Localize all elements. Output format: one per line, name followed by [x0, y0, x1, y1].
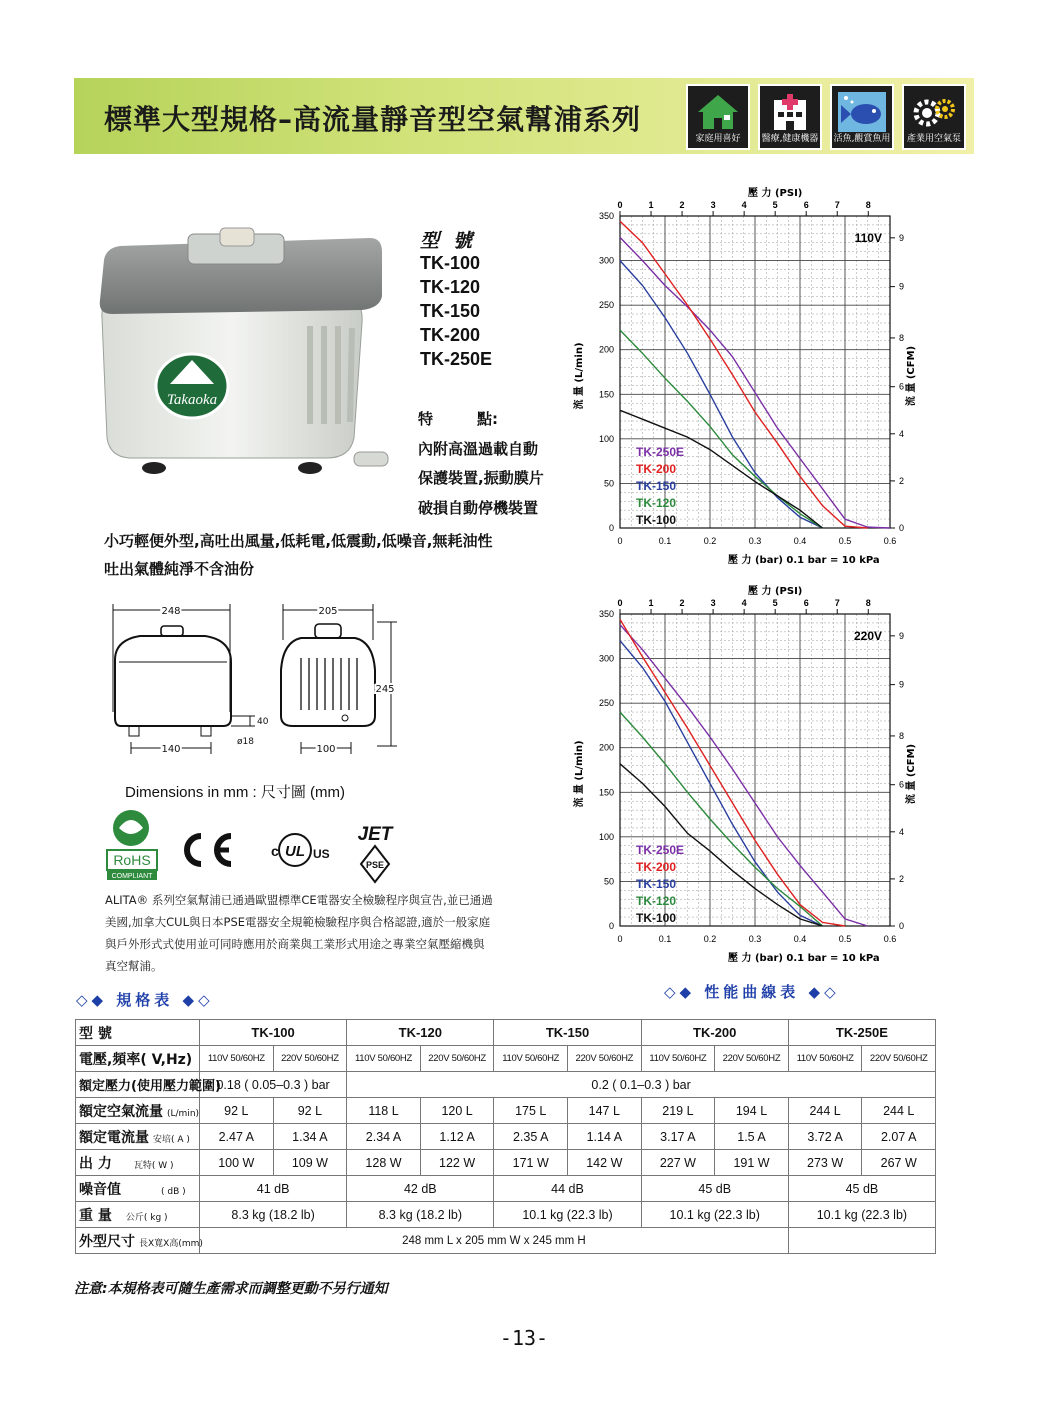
- fish-icon: [838, 92, 886, 132]
- house-icon: [694, 92, 742, 132]
- cul-us-logo: [271, 834, 330, 866]
- current-cell: 2.35 A: [494, 1124, 568, 1150]
- weight-cell: 10.1 kg (22.3 lb): [788, 1202, 935, 1228]
- size-row-header: 外型尺寸 長X寬X高(mm): [76, 1228, 200, 1254]
- voltage-row-header: 電壓,頻率( V,Hz): [76, 1046, 200, 1072]
- pressure-cell: 0.18 ( 0.05–0.3 ) bar: [200, 1072, 347, 1098]
- model-row-header: 型 號: [76, 1020, 200, 1046]
- weight-cell: 10.1 kg (22.3 lb): [641, 1202, 788, 1228]
- model-col-header: TK-120: [347, 1020, 494, 1046]
- power-cell: 191 W: [715, 1150, 789, 1176]
- y-tick-label: 300: [598, 653, 614, 664]
- table-row: [76, 1072, 936, 1098]
- cert-text-line: 真空幫浦。: [105, 959, 163, 973]
- x2-tick-label: 1: [648, 200, 654, 210]
- chart-title: 220V: [853, 629, 882, 643]
- current-cell: 2.47 A: [200, 1124, 274, 1150]
- y-tick-label: 250: [598, 300, 614, 311]
- y2-tick-label: 8: [899, 332, 905, 343]
- noise-cell: 44 dB: [494, 1176, 641, 1202]
- footnote: 注意:本規格表可隨生產需求而調整更動不另行通知: [74, 1281, 388, 1297]
- volt-cell: 110V 50/60HZ: [347, 1046, 421, 1072]
- x-tick-label: 0.6: [883, 536, 897, 546]
- svg-text:JET: JET: [357, 824, 393, 845]
- performance-chart-220v: [568, 584, 920, 964]
- x-tick-label: 0.3: [748, 536, 762, 546]
- model-list: [420, 251, 492, 371]
- volt-cell: 110V 50/60HZ: [200, 1046, 274, 1072]
- flow-cell: 194 L: [715, 1098, 789, 1124]
- x-tick-label: 0.4: [793, 536, 807, 546]
- size-cell: 248 mm L x 205 mm W x 245 mm H: [200, 1228, 789, 1254]
- dimension-drawing: [105, 600, 405, 770]
- volt-cell: 220V 50/60HZ: [862, 1046, 936, 1072]
- x2-tick-label: 0: [617, 200, 623, 210]
- volt-cell: 220V 50/60HZ: [568, 1046, 642, 1072]
- power-cell: 100 W: [200, 1150, 274, 1176]
- chart-title: 110V: [854, 231, 882, 245]
- table-row: [76, 1150, 936, 1176]
- air-pump-illustration: [92, 228, 404, 480]
- y-tick-label: 150: [598, 787, 614, 798]
- model-item: TK-150: [420, 301, 481, 321]
- flow-cell: 175 L: [494, 1098, 568, 1124]
- table-row: [76, 1176, 936, 1202]
- dim-pipe: ø18: [237, 737, 254, 747]
- y-tick-label: 200: [598, 344, 614, 355]
- feature-line: 內附高溫過載自動: [418, 440, 539, 458]
- y-axis-label: 流 量 (L/min): [574, 740, 585, 808]
- spec-section-heading: ◇◆ 規格表 ◆◇: [76, 991, 214, 1009]
- x-tick-label: 0.5: [838, 934, 852, 944]
- y2-tick-label: 9: [899, 679, 905, 690]
- x2-tick-label: 3: [710, 200, 716, 210]
- dim-depth: 205: [318, 606, 338, 617]
- x2-tick-label: 3: [710, 598, 716, 608]
- current-cell: 1.34 A: [273, 1124, 347, 1150]
- x-tick-label: 0.5: [838, 536, 852, 546]
- tile-label: 活魚,觀賞魚用: [833, 134, 891, 144]
- x2-tick-label: 4: [741, 598, 747, 608]
- legend-entry: TK-120: [636, 894, 677, 908]
- current-cell: 3.72 A: [788, 1124, 862, 1150]
- page-number: -13-: [499, 1326, 549, 1350]
- current-cell: 1.12 A: [420, 1124, 494, 1150]
- y2-tick-label: 8: [899, 730, 905, 741]
- power-cell: 227 W: [641, 1150, 715, 1176]
- tile-label: 家庭用喜好: [695, 134, 741, 144]
- x-tick-label: 0.1: [658, 934, 672, 944]
- power-cell: 171 W: [494, 1150, 568, 1176]
- volt-cell: 220V 50/60HZ: [420, 1046, 494, 1072]
- model-item: TK-120: [420, 277, 481, 297]
- y-tick-label: 0: [608, 523, 614, 533]
- x2-tick-label: 2: [679, 598, 685, 608]
- y2-axis-label: 流 量 (CFM): [906, 743, 917, 805]
- header-banner: [74, 78, 974, 154]
- dimensions-caption: Dimensions in mm : 尺寸圖 (mm): [125, 784, 346, 801]
- x-tick-label: 0: [617, 934, 623, 944]
- power-cell: 267 W: [862, 1150, 936, 1176]
- y-tick-label: 100: [598, 433, 614, 444]
- performance-chart-110v: [568, 186, 920, 566]
- power-row-header: 出 力 瓦特( W ): [76, 1150, 200, 1176]
- legend-entry: TK-100: [636, 513, 677, 527]
- noise-row-header: 噪音值 ( dB ): [76, 1176, 200, 1202]
- current-cell: 3.17 A: [641, 1124, 715, 1150]
- flow-row-header: 額定空氣流量 (L/min): [76, 1098, 200, 1124]
- jet-pse-logo: [358, 824, 394, 882]
- hospital-icon: [766, 92, 814, 132]
- features-heading: 特 點:: [418, 410, 499, 428]
- y2-tick-label: 0: [899, 921, 905, 931]
- x-tick-label: 0: [617, 536, 623, 546]
- dim-height: 245: [375, 684, 395, 695]
- y-tick-label: 0: [608, 921, 614, 931]
- model-col-header: TK-100: [200, 1020, 347, 1046]
- gear-icon: [910, 92, 958, 132]
- model-col-header: TK-250E: [788, 1020, 935, 1046]
- x2-tick-label: 5: [772, 200, 778, 210]
- x2-axis-label: 壓 力 (PSI): [748, 586, 803, 597]
- certification-logos: [105, 806, 415, 886]
- svg-text:COMPLIANT: COMPLIANT: [111, 873, 153, 880]
- fish-use-tile: [830, 84, 894, 150]
- legend-entry: TK-250E: [636, 843, 685, 857]
- legend-entry: TK-250E: [636, 445, 685, 459]
- dim-base2: 100: [316, 744, 336, 755]
- page-title: 標準大型規格–高流量靜音型空氣幫浦系列: [104, 103, 642, 136]
- weight-cell: 8.3 kg (18.2 lb): [200, 1202, 347, 1228]
- y-tick-label: 200: [598, 742, 614, 753]
- feature-line: 破損自動停機裝置: [418, 499, 539, 517]
- y-tick-label: 150: [598, 389, 614, 400]
- y2-tick-label: 2: [899, 475, 905, 486]
- table-row: [76, 1098, 936, 1124]
- current-cell: 2.34 A: [347, 1124, 421, 1150]
- x-axis-label: 壓 力 (bar) 0.1 bar = 10 kPa: [728, 555, 880, 566]
- y2-tick-label: 9: [899, 630, 905, 641]
- x-tick-label: 0.2: [703, 934, 717, 944]
- table-row: [76, 1046, 936, 1072]
- x-tick-label: 0.1: [658, 536, 672, 546]
- empty-cell: [788, 1228, 935, 1254]
- cert-text-line: 與戶外形式式使用並可同時應用於商業與工業形式用途之專業空氣壓縮機與: [105, 937, 485, 951]
- volt-cell: 110V 50/60HZ: [641, 1046, 715, 1072]
- flow-cell: 147 L: [568, 1098, 642, 1124]
- tile-label: 醫療,健康機器: [761, 134, 819, 144]
- feature-line: 保護裝置,振動膜片: [418, 469, 544, 487]
- ce-mark: [187, 836, 231, 864]
- y2-tick-label: 4: [899, 428, 905, 439]
- current-cell: 1.5 A: [715, 1124, 789, 1150]
- table-row: [76, 1020, 936, 1046]
- y-axis-label: 流 量 (L/min): [574, 342, 585, 410]
- x2-tick-label: 6: [803, 200, 809, 210]
- model-col-header: TK-150: [494, 1020, 641, 1046]
- rohs-logo: [107, 810, 157, 880]
- table-row: [76, 1228, 936, 1254]
- y2-tick-label: 2: [899, 873, 905, 884]
- noise-cell: 42 dB: [347, 1176, 494, 1202]
- x2-tick-label: 8: [865, 200, 871, 210]
- legend-entry: TK-150: [636, 877, 677, 891]
- home-use-tile: [686, 84, 750, 150]
- svg-text:PSE: PSE: [365, 860, 385, 870]
- weight-cell: 8.3 kg (18.2 lb): [347, 1202, 494, 1228]
- legend-entry: TK-200: [636, 860, 677, 874]
- flow-cell: 92 L: [200, 1098, 274, 1124]
- y-tick-label: 50: [603, 478, 614, 489]
- power-cell: 128 W: [347, 1150, 421, 1176]
- y-tick-label: 350: [598, 211, 614, 221]
- volt-cell: 110V 50/60HZ: [788, 1046, 862, 1072]
- product-logo: Takaoka: [166, 392, 218, 408]
- x2-tick-label: 8: [865, 598, 871, 608]
- x-axis-label: 壓 力 (bar) 0.1 bar = 10 kPa: [728, 953, 880, 964]
- dim-base: 140: [161, 744, 181, 755]
- intro-line: 吐出氣體純淨不含油份: [104, 560, 255, 578]
- x2-tick-label: 5: [772, 598, 778, 608]
- x-tick-label: 0.6: [883, 934, 897, 944]
- perf-section-heading: ◇◆ 性能曲線表 ◆◇: [664, 983, 840, 1001]
- x-tick-label: 0.2: [703, 536, 717, 546]
- power-cell: 273 W: [788, 1150, 862, 1176]
- y-tick-label: 50: [603, 876, 614, 887]
- intro-line: 小巧輕便外型,高吐出風量,低耗電,低震動,低噪音,無耗油性: [104, 532, 493, 550]
- cert-text-line: ALITA® 系列空氣幫浦已通過歐盟標準CE電器安全檢驗程序與宣告,並已通過: [105, 893, 493, 907]
- y-tick-label: 300: [598, 255, 614, 266]
- y2-tick-label: 6: [899, 779, 905, 790]
- x-tick-label: 0.4: [793, 934, 807, 944]
- flow-cell: 244 L: [862, 1098, 936, 1124]
- svg-text:US: US: [313, 847, 330, 861]
- y2-tick-label: 0: [899, 523, 905, 533]
- x2-tick-label: 7: [834, 200, 840, 210]
- y2-tick-label: 9: [899, 232, 905, 243]
- power-cell: 122 W: [420, 1150, 494, 1176]
- y2-tick-label: 6: [899, 381, 905, 392]
- table-row: [76, 1124, 936, 1150]
- flow-cell: 244 L: [788, 1098, 862, 1124]
- model-item: TK-100: [420, 253, 481, 273]
- x2-axis-label: 壓 力 (PSI): [748, 188, 803, 199]
- y-tick-label: 250: [598, 698, 614, 709]
- noise-cell: 41 dB: [200, 1176, 347, 1202]
- y-tick-label: 100: [598, 831, 614, 842]
- flow-cell: 92 L: [273, 1098, 347, 1124]
- legend-entry: TK-120: [636, 496, 677, 510]
- y2-tick-label: 4: [899, 826, 905, 837]
- tile-label: 產業用空氣泵: [906, 134, 961, 144]
- x2-tick-label: 1: [648, 598, 654, 608]
- x-tick-label: 0.3: [748, 934, 762, 944]
- svg-text:UL: UL: [285, 843, 305, 860]
- legend-entry: TK-150: [636, 479, 677, 493]
- weight-row-header: 重 量 公斤( kg ): [76, 1202, 200, 1228]
- noise-cell: 45 dB: [641, 1176, 788, 1202]
- pressure-row-header: 額定壓力(使用壓力範圍): [76, 1072, 200, 1098]
- current-cell: 2.07 A: [862, 1124, 936, 1150]
- current-cell: 1.14 A: [568, 1124, 642, 1150]
- svg-text:RoHS: RoHS: [113, 852, 151, 868]
- volt-cell: 220V 50/60HZ: [273, 1046, 347, 1072]
- weight-cell: 10.1 kg (22.3 lb): [494, 1202, 641, 1228]
- y2-tick-label: 9: [899, 281, 905, 292]
- cert-text-line: 美國,加拿大CUL與日本PSE電器安全規範檢驗程序與合格認證,適於一般家庭: [105, 915, 491, 929]
- current-row-header: 額定電流量 安培( A ): [76, 1124, 200, 1150]
- y2-axis-label: 流 量 (CFM): [906, 345, 917, 407]
- medical-use-tile: [758, 84, 822, 150]
- dim-pipe-height: 40: [257, 717, 269, 727]
- dim-width: 248: [161, 606, 181, 617]
- spec-table: [75, 1019, 936, 1254]
- y-tick-label: 350: [598, 609, 614, 619]
- power-cell: 109 W: [273, 1150, 347, 1176]
- legend-entry: TK-100: [636, 911, 677, 925]
- legend-entry: TK-200: [636, 462, 677, 476]
- x2-tick-label: 2: [679, 200, 685, 210]
- x2-tick-label: 0: [617, 598, 623, 608]
- volt-cell: 110V 50/60HZ: [494, 1046, 568, 1072]
- table-row: [76, 1202, 936, 1228]
- flow-cell: 118 L: [347, 1098, 421, 1124]
- model-col-header: TK-200: [641, 1020, 788, 1046]
- x2-tick-label: 4: [741, 200, 747, 210]
- noise-cell: 45 dB: [788, 1176, 935, 1202]
- flow-cell: 120 L: [420, 1098, 494, 1124]
- pressure-cell: 0.2 ( 0.1–0.3 ) bar: [347, 1072, 936, 1098]
- svg-text:c: c: [271, 843, 279, 859]
- model-item: TK-200: [420, 325, 481, 345]
- industrial-use-tile: [902, 84, 966, 150]
- x2-tick-label: 6: [803, 598, 809, 608]
- volt-cell: 220V 50/60HZ: [715, 1046, 789, 1072]
- model-item: TK-250E: [420, 349, 493, 369]
- x2-tick-label: 7: [834, 598, 840, 608]
- power-cell: 142 W: [568, 1150, 642, 1176]
- flow-cell: 219 L: [641, 1098, 715, 1124]
- models-heading: 型號: [420, 230, 487, 252]
